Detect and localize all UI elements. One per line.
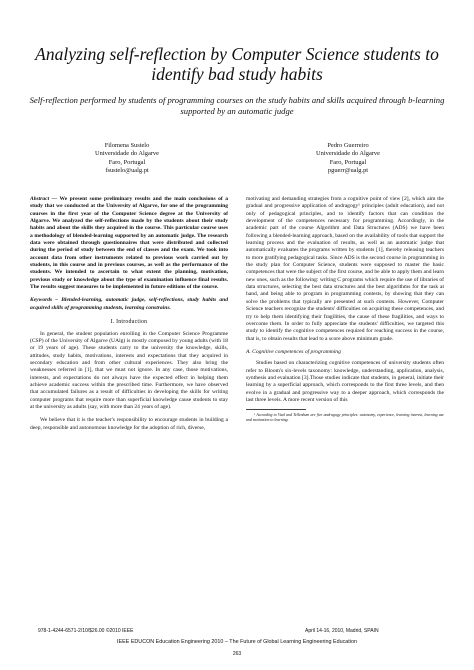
author-email[interactable]: pguerr@ualg.pt <box>327 166 369 174</box>
author-name: Pedro Guerreiro <box>327 142 369 149</box>
keywords: Keywords – Blended-learning, automatic judge, self-reflections, study habits and acquired skills of programming students, learning constrains. <box>30 297 228 311</box>
body-paragraph: motivating and demanding strategies from a cognitive point of view [2], which aim the gradual and progressive application of andragogy¹ principles (adult education), and not only of pedagogical principles, and to identify factors that can condition the development of the competences necessary for programming. Accordingly, in the academic part of the course Algorithm and Data Structures (ADS) we have been following a blended-learning approach, based on the availability of tools that support the learning process and the evaluation of results, as well as an automatic judge that automatically evaluates the programs written by students [1], thereby releasing teachers to more gratifying pedagogical tasks. Since ADS is the second course in programming in the study plan for Computer Science, students were supposed to master the basic competences that were the subject of the first course, and be able to apply them and learn new ones, such as the following: writing C programs which require the use of libraries of data structures, selecting the best data structures and the best algorithms for the task at hand, and being able to program in programming contests, by showing that they can solve the problems that typically are presented at such contests. However, Computer Science teachers recognize the students' difficulties on acquiring these competences, and try to help them identifying their fragilities, the cause of these fragilities, and ways to overcome them. In order to fully appreciate the students' difficulties, we targeted this study to identify the cognitive competences required for reaching success in the course, that is, to obtain results that lead to a score above minimum grade. <box>246 196 444 342</box>
subsection-heading: A. Cognitive competences of programming <box>246 348 341 355</box>
section-heading-introduction: I. Introduction <box>110 319 148 326</box>
author-email[interactable]: fsustelo@ualg.pt <box>105 166 149 174</box>
abstract-body: — We present some preliminary results and the main conclusions of a study that we conducted at the University of Algarve, for one of the programming courses in the first year of the Computer Science degree at the University of Algarve. We analyzed the self-reflections made by the students about their study habits and about the skills they acquired in the course. This particular course uses a methodology of blended-learning supported by an automatic judge. The research data were obtained through questionnaires that were distributed and collected during the period of study between the end of classes and the exam. We took into account data from other instruments related to previous work carried out by students, in this course and in previous courses, as well as the performance of the students. We intended to ascertain to what extent the planning, motivation, previous study or knowledge about the type of examination influence final results. The results suggest measures to be implemented in future editions of the course. <box>30 196 228 291</box>
body-paragraph: Studies based on characterizing cognitive competences of university students often refer to Bloom's six-levels taxonomy: knowledge, understanding, application, analysis, synthesis and evaluation [3].Those studies indicate that students, in general, initiate their learning by a superficial approach, which corresponds to the first three levels, and then evolve in a gradual and progressive way to a deeper approach, which corresponds the last three levels. A more recent version of this <box>246 360 444 403</box>
footnote: ¹ According to Vaal and Tellenbum are five andragogy principles: autonomy, experience, learning interest, learning use and motivation to learning. <box>246 413 444 423</box>
author-name: Filomena Sustelo <box>104 142 150 149</box>
footer-date: April 14-16, 2010, Madrid, SPAIN <box>305 628 379 634</box>
author-block-2 <box>283 142 413 175</box>
left-column <box>30 196 228 432</box>
right-column <box>246 196 444 424</box>
author-location: Faro, Portugal <box>329 158 367 166</box>
author-affiliation: Universidade do Algarve <box>95 150 159 158</box>
body-paragraph: We believe that it is the teacher's responsibility to encourage students in building a deep, responsible and autonomous knowledge for the adoption of rich, diverse, <box>30 417 228 431</box>
page-number: 263 <box>232 651 242 657</box>
abstract <box>30 196 228 291</box>
paper-subtitle: Self-reflection performed by students of programming courses on the study habits and skills acquired through b-learning supported by an automatic judge <box>29 95 445 116</box>
footer-conference: IEEE EDUCON Education Engineering 2010 – The Future of Global Learning Engineering Education <box>117 639 357 645</box>
author-affiliation: Universidade do Algarve <box>316 150 380 158</box>
author-block-1 <box>62 142 192 175</box>
footer-isbn: 978-1-4244-6571-2/10/$26.00 ©2010 IEEE <box>38 628 134 634</box>
paper-title: Analyzing self-reflection by Computer Science students to identify bad study habits <box>35 44 439 84</box>
abstract-lead: Abstract <box>30 196 50 202</box>
author-location: Faro, Portugal <box>108 158 146 166</box>
body-paragraph: In general, the student population enrolling in the Computer Science Programme (CSP) of the University of Algarve (UAlg) is mostly composed by young adults (with 18 or 19 years of age). These students carry to the university the knowledge, skills, attitudes, study habits, motivations, interests and expectations that they acquired in secondary education and from other cultural experiences. They also bring the weaknesses referred in [1], that we must not ignore. In any case, those motivations, interests, and expectations do not always have the expected effect in helping them achieve academic success within the prescribed time. Furthermore, we have observed that accumulated failures as a result of difficulties in developing the skills for writing computer programs that require more than superficial knowledge cause students to stay at the university as adults (say, with more than 24 years of age). <box>30 330 228 410</box>
footnote-divider <box>246 409 306 410</box>
